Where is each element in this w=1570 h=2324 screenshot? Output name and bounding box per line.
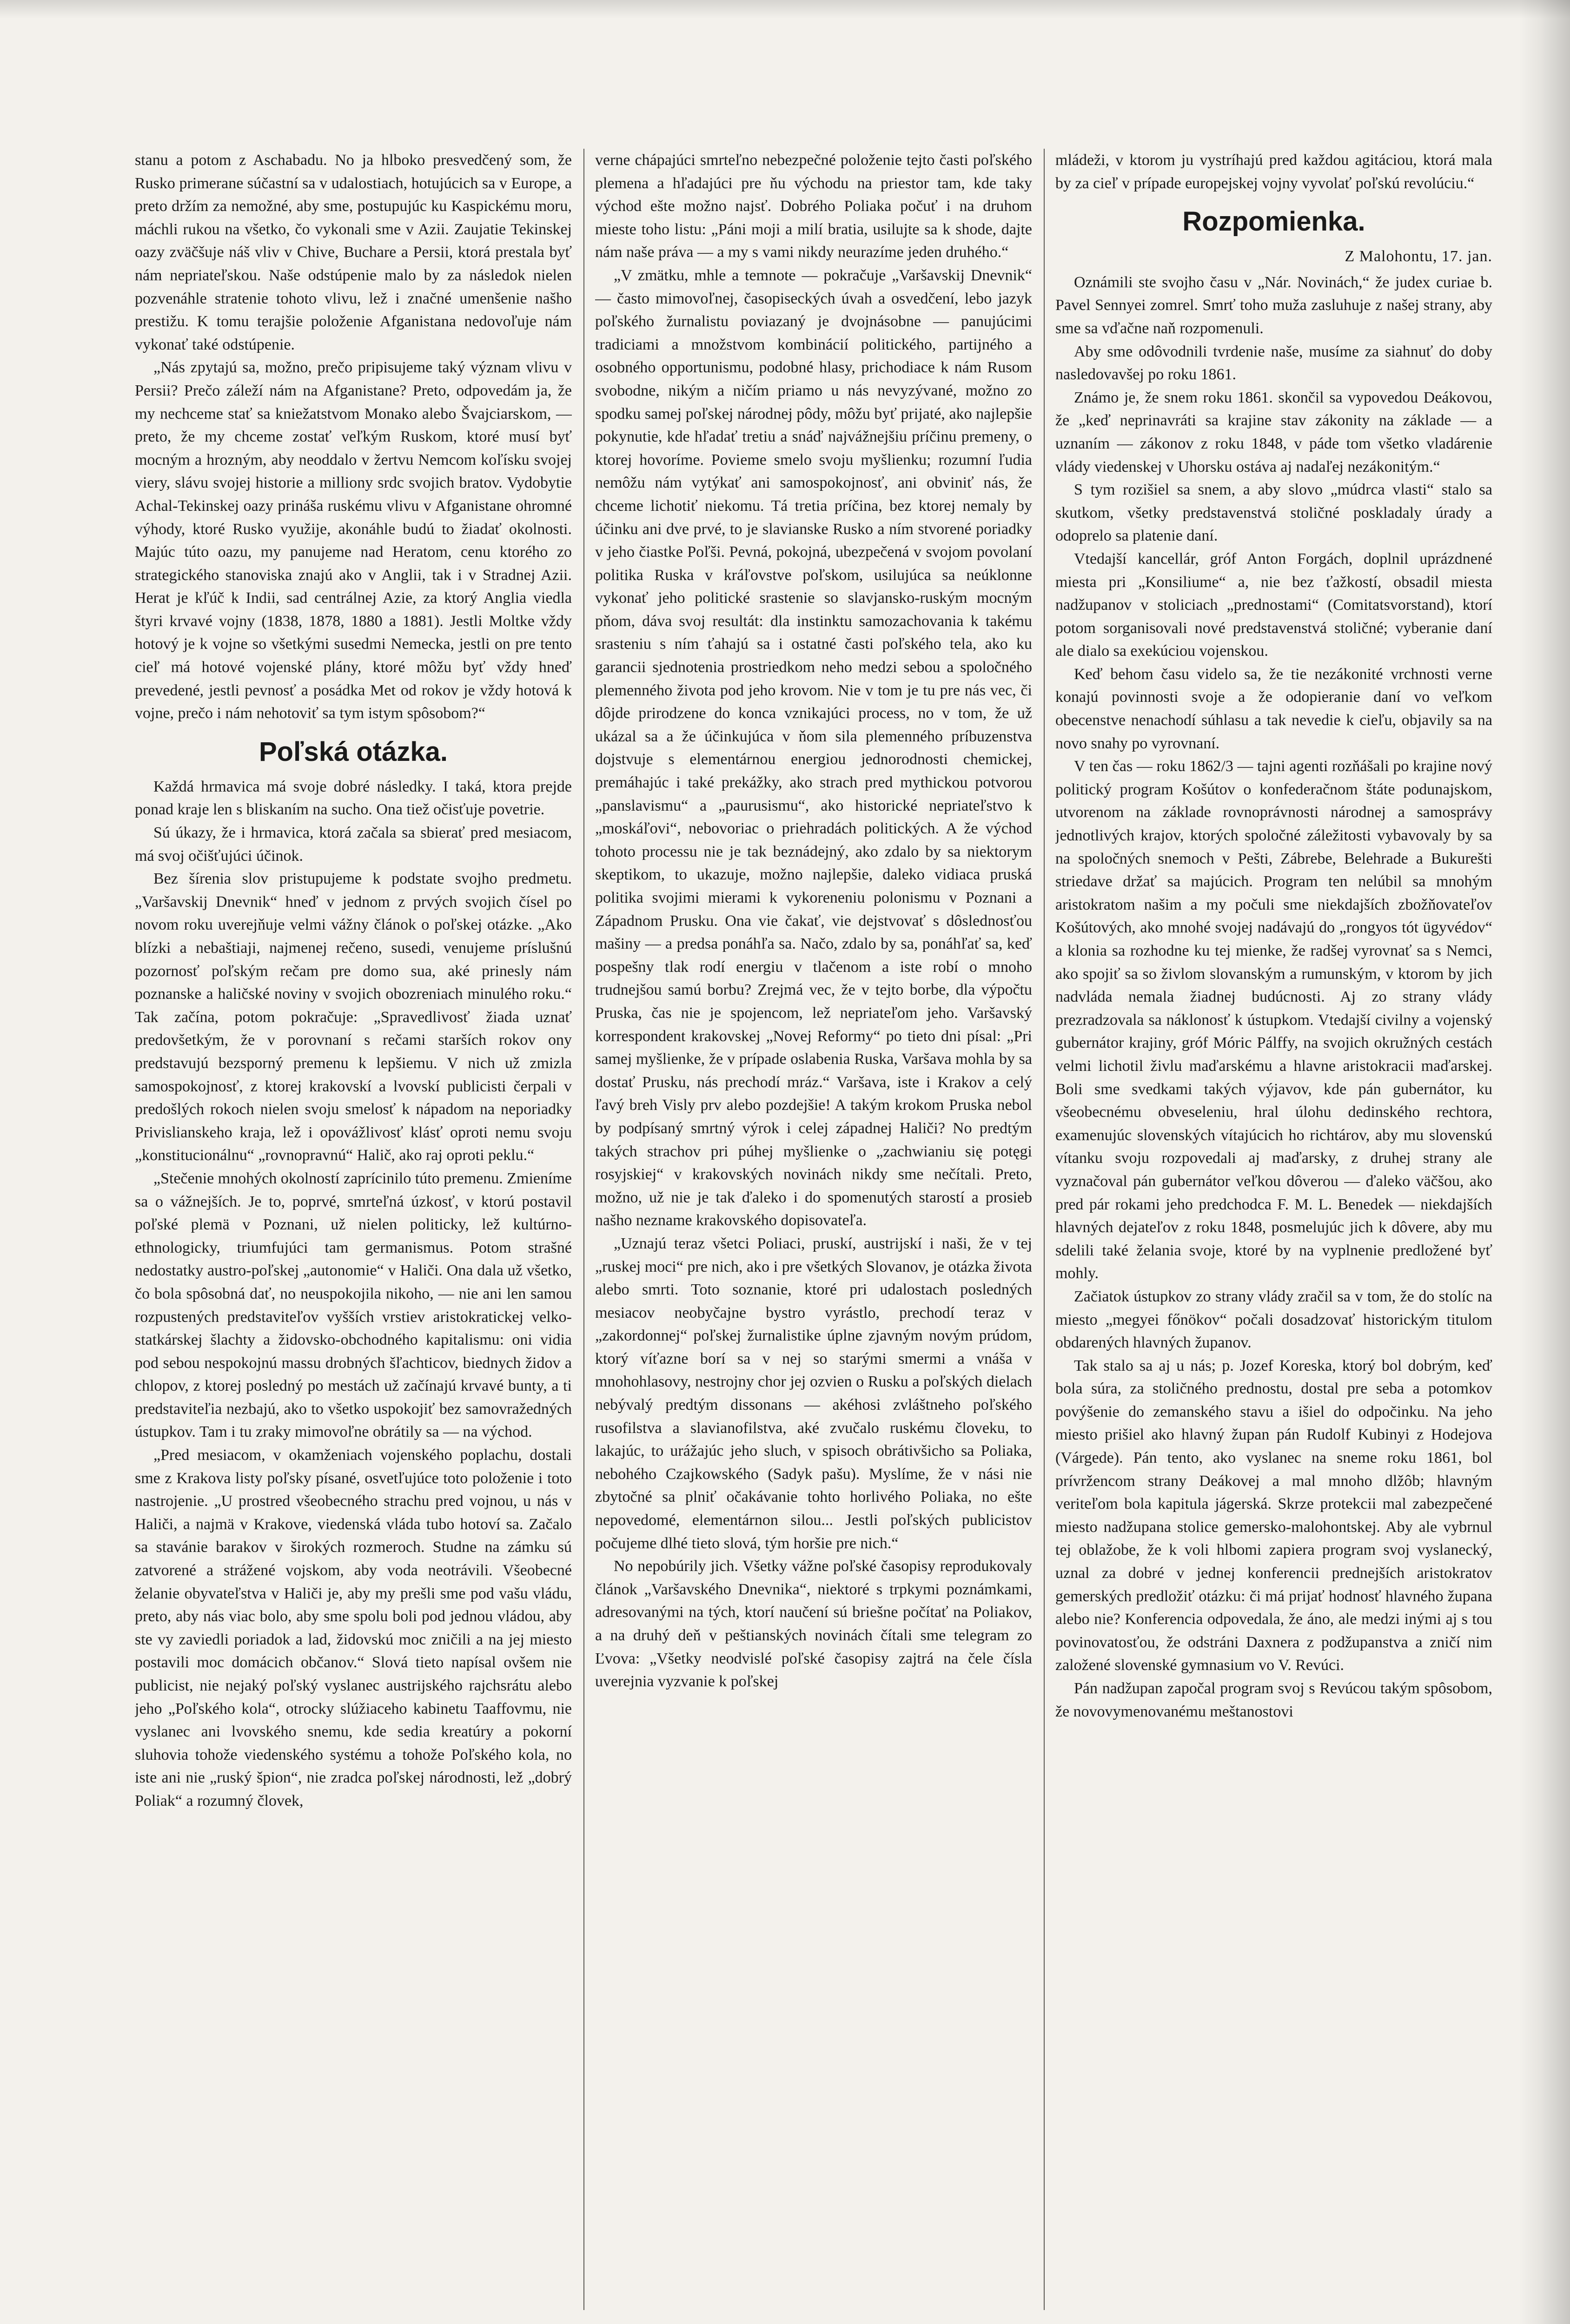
paragraph: „Uznajú teraz všetci Poliaci, pruskí, austrijskí i naši, že v tej „ruskej moci“ pre nich, ako i pre všetkých Slovanov, je otázka života alebo smrti. Toto soznanie, ktoré pri udalostach posledných mesiacov neobyčajne bystro vyrástlo, prechodí teraz v „zakordonnej“ poľskej žurnalistike úplne zjavným novým prúdom, ktorý víťazne borí sa v nej so starými smermi a vnáša v mnohohlasovy, nestrojny chor jej ozvien o Rusku a poľských dielach nebývalý predtým dissonans — akéhosi zvláštneho poľského rusofilstva a slavianofilstva, aké zvučalo ruskému človeku, to lakajúc, to urážajúc jeho sluch, v spisoch obrátivšicho sa Poliaka, nebohého Czajkowského (Sadyk pašu). Myslíme, že v nási nie zbytočné sa plniť očakávanie tohto horlivého Poliaka, no ešte nepovedomé, elementárnon silou... Jestli poľských publicistov počujeme dlhé tieto slová, tým horšie pre nich.“ <box>595 1235 1032 1552</box>
paragraph: stanu a potom z Aschabadu. No ja hlboko presvedčený som, že Rusko primerane súčastní sa v udalostiach, hotujúcich sa v Europe, a preto držím za nemožné, aby sme, postupujúc ku Kaspickému moru, máchli rukou na všetko, čo vykonali sme v Azii. Zaujatie Tekinskej oazy zväčšuje náš vliv v Chive, Buchare a Persii, ktorá prestala byť nám nepriateľskou. Naše odstúpenie malo by za následok nielen pozvenáhle stratenie tohoto vlivu, lež i značné umenšenie našho prestižu. K tomu terajšie položenie Afganistana nedovoľuje nám vykonať také odstúpenie. <box>135 152 572 353</box>
article-heading-remembrance: Rozpomienka. <box>1182 206 1365 237</box>
paragraph: Každá hrmavica má svoje dobré následky. I taká, ktora prejde ponad kraje len s bliskaním na sucho. Ona tiež očisťuje povetrie. <box>135 778 572 819</box>
column-3 <box>1055 149 1492 2310</box>
page-top-shadow <box>0 0 1570 19</box>
column-2 <box>595 149 1032 2310</box>
column-rule-2 <box>1044 149 1045 2310</box>
paragraph: „Nás zpytajú sa, možno, prečo pripisujeme taký význam vlivu v Persii? Prečo záleží nám na Afganistane? Preto, odpovedám ja, že my nechceme stať sa kniežatstvom Monako alebo Švajciarskom, — preto, že my chceme zostať veľkým Ruskom, ktoré musí byť mocným a hrozným, aby neoddalo v žertvu Nemcom koľísku svojej viery, slávu svojej historie a milliony srdc svojich bratov. Vydobytie Achal-Tekinskej oazy prináša ruskému vlivu v Afganistane ohromné výhody, ktoré Rusko využije, akonáhle budú to žiadať okolnosti. Majúc túto oazu, my panujeme nad Heratom, cenu ktorého zo strategického stanoviska znajú ako v Anglii, tak i v Stradnej Azii. Herat je kľúč k Indii, sad centrálnej Azie, za ktorý Anglia viedla štyri krvavé vojny (1838, 1878, 1880 a 1881). Jestli Moltke vždy hotový je k vojne so všetkými susedmi Nemecka, jestli on pre tento cieľ má hotové vojenské plány, ktoré môžu byť vždy hneď prevedené, jestli pevnosť a posádka Met od rokov je vždy hotová k vojne, prečo i nám nehotoviť sa tym istym spôsobom?“ <box>135 359 572 722</box>
paragraph: Začiatok ústupkov zo strany vlády zračil sa v tom, že do stolíc na miesto „megyei főnökov“ počali dosadzovať historickým titulom obdarených hlavných županov. <box>1055 1287 1492 1352</box>
paragraph: Známo je, že snem roku 1861. skončil sa vypovedou Deákovou, že „keď neprinavráti sa krajine stav zákonity na základe — a uznaním — zákonov z roku 1848, v páde tom všetko vladárenie vlády viedenskej v Uhorsku ostáva aj nadaľej nezákonitým.“ <box>1055 389 1492 475</box>
article-heading-polish-question: Poľská otázka. <box>259 736 448 767</box>
column-rule-1 <box>583 149 584 2310</box>
paragraph: Bez šírenia slov pristupujeme k podstate svojho predmetu. „Varšavskij Dnevnik“ hneď v jednom z prvých svojich čísel po novom roku uverejňuje velmi vážny článok o poľskej otázke. „Ako blízki a nebaštiaji, najmenej rečeno, susedi, venujeme príslušnú pozornosť poľským rečam pre domo sua, aké prinesly nám poznanske a haličské noviny v svojich obozreniach minulého roku.“ Tak začína, potom pokračuje: „Spravedlivosť žiada uznať predovšetkým, že v porovnaní s rečami starších rokov ony predstavujú bezsporný premenu k lepšiemu. V nich už zmizla samospokojnosť, z ktorej krakovskí a lvovskí publicisti čerpali v predošlých rokoch nielen svoju smelosť k nápadom na neporiadky Privislianskeho kraja, lež i opovážlivosť klásť oproti nemu svoju „konstitucionálnu“ „rovnopravnú“ Halič, ako raj oproti peklu.“ <box>135 870 572 1164</box>
paragraph: „Pred mesiacom, v okamženiach vojenského poplachu, dostali sme z Krakova listy poľsky písané, osvetľujúce toto položenie i toto nastrojenie. „U prostred všeobecného strachu pred vojnou, u nás v Haliči, a najmä v Krakove, viedenská vláda tubo hotoví sa. Začalo sa stavánie barakov v širokých rozmeroch. Studne na zámku sú zatvorené a strážené vojskom, aby voda neotrávili. Všeobecné želanie obyvateľstva v Haliči je, aby my prešli sme pod vašu vládu, preto, aby nás viac bolo, aby sme spolu boli pod jednou vládou, aby ste vy zaviedli poriadok a lad, židovskú moc zničili a na jej miesto postavili moc domácich občanov.“ Slová tieto napísal ovšem nie publicist, nie nejaký poľský vyslanec austrijského rajchsrátu alebo jeho „Poľského kola“, otrocky slúžiaceho kabinetu Taaffovmu, nie vyslanec ani lvovského snemu, kde sedia kreatúry a pokorní sluhovia tohože viedenského systému a tohože Poľského kola, no iste ani nie „ruský špion“, nie zradca poľskej národnosti, lež „dobrý Poliak“ a rozumný človek, <box>135 1446 572 1809</box>
column-1 <box>135 149 572 2310</box>
page-spine-shadow <box>1519 0 1570 2324</box>
dateline-text: Z Malohontu, 17. jan. <box>1345 248 1492 265</box>
paragraph: S tym rozišiel sa snem, a aby slovo „múdrca vlasti“ stalo sa skutkom, všetky predstavenstvá stoličné poskladaly úrady a odoprelo sa platenie daní. <box>1055 481 1492 545</box>
paragraph: Keď behom času videlo sa, že tie nezákonité vrchnosti verne konajú povinnosti svoje a že odopieranie daní vo veľkom obecenstve nenachodí súhlasu a tak nevedie k cieľu, objavily sa na novo snahy po vyrovnaní. <box>1055 665 1492 752</box>
dateline <box>1055 245 1492 268</box>
paragraph: Vtedajší kancellár, gróf Anton Forgách, doplnil uprázdnené miesta pri „Konsiliume“ a, nie bez ťažkostí, obsadil miesta nadžupanov v stoliciach „prednostami“ (Comitatsvorstand), ktorí potom sorganisovali nové predstavenstvá stoličné; vyberanie daní ale dialo sa exekúciou vojenskou. <box>1055 550 1492 660</box>
paragraph: V ten čas — roku 1862/3 — tajni agenti rozňášali po krajine nový politický program Košútov o konfederačnom štáte podunajskom, utvorenom na základe rovnoprávnosti národnej a samosprávy jednotlivých krajov, ktorých spoločné záležitosti vybavovaly by sa na spoločných snemoch v Pešti, Zábrebe, Belehrade a Bukurešti striedave držať sa majúcich. Program ten nelúbil sa mnohým aristokratom našim a my počuli sme niekdajších zbožňovateľov Košútových, ako mnohé svojej nadávajú do „rongyos tót ügyvédov“ a klonia sa rozhodne ku tej mienke, že radšej vyrovnať sa s Nemci, ako spojiť sa so živlom slovanským a rumunským, v ktorom by jich nadvláda nemala žiadnej budúcnosti. Aj zo strany vlády prezradzovala sa náklonosť k ústupkom. Vtedajší civilny a vojenský gubernátor krajiny, gróf Móric Pálffy, na svojich okružných cestách velmi lichotil živlu maďarskému a hlavne aristokracii maďarskej. Boli sme svedkami takých výjavov, kde pán gubernátor, ku všeobecnému obveseleniu, hral úlohu dedinského rechtora, examenujúc slovenských vítajúcich ho richtárov, aby mu slovenskú vítanku svoju rozpovedali aj maďarsky, z druhej strany ale vyznačoval pán gubernátor veľkou dôverou — ďaleko väčšou, ako pred pár rokami jeho predchodca F. M. L. Benedek — niekdajších hlavných dejateľov z roku 1848, posmelujúc jich k dôvere, aby mu sdelili také želania svoje, ktoré by na vyplnenie predložené byť mohly. <box>1055 758 1492 1282</box>
paragraph: No nepobúrily jich. Všetky vážne poľské časopisy reprodukovaly článok „Varšavského Dnevnika“, niektoré s trpkymi poznámkami, adresovanými na tých, ktorí naučení sú briešne počítať na Poliakov, a na druhý deň v peštianských novinách čítali sme telegram zo Ľvova: „Všetky neodvislé poľské časopisy zajtrá na čele čísla uverejnia vyzvanie k poľskej <box>595 1558 1032 1690</box>
paragraph: „Stečenie mnohých okolností zaprícinilo túto premenu. Zmieníme sa o vážnejších. Je to, poprvé, smrteľná úzkosť, v ktorú postavil poľské plemä v Poznani, už nielen politicky, lež kultúrno-ethnologicky, triumfujúci tam germanismus. Potom strašné nedostatky austro-poľskej „autonomie“ v Haliči. Ona dala už všetko, čo bola spôsobná dať, no neuspokojila nikoho, — nie ani len samou rozpustených predstaviteľov vyšších vrstiev aristokratickej velko-statkárskej šlachty a židovsko-obchodného kapitalismu: oni vidia pod sebou nespokojnú massu drobných šľachticov, biednych židov a chlopov, z ktorej posledný po mestách už začínajú krvavé bunty, a ti predstaviteľia nezbajú, ako to všetko uspokojiť bez samovražedných ústupkov. Tam i tu zraky mimovoľne obrátily sa — na východ. <box>135 1169 572 1441</box>
paragraph: verne chápajúci smrteľno nebezpečné položenie tejto časti poľského plemena a hľadajúci pre ňu východu na priestor tam, kde taky východ ešte možno najsť. Dobrého Poliaka počuť i na druhom mieste toho listu: „Páni moji a milí bratia, usilujte sa k shode, dajte nám naše práva — a my s vami nikdy neurazíme jeden druhého.“ <box>595 152 1032 261</box>
paragraph: Sú úkazy, že i hrmavica, ktorá začala sa sbierať pred mesiacom, má svoj očišťujúci účinok. <box>135 824 572 865</box>
paragraph: „V zmätku, mhle a temnote — pokračuje „Varšavskij Dnevnik“ — často mimovoľnej, časopiseckých úvah a osvedčení, lebo jazyk poľského žurnalistu poviazaný je dvojnásobne — panujúcimi tradiciami a množstvom kombinácií politického, partijného a osobného opportunismu, podobné hlasy, prichodiace k nám Rusom svobodne, nikým a ničím priamo u nás nevyzývané, možno zo spodku samej poľskej národnej pôdy, môžu byť prijaté, ako najlepšie pokynutie, kde hľadať tretiu a snáď najvážnejšiu príčinu premeny, o ktorej hovoríme. Povieme smelo svoju myšlienku; rozumní ľudia nemôžu nám vytýkať ani samospokojnosť, ani obviniť nás, že chceme lichotiť niekomu. Tá tretia príčina, bez ktorej nemaly by účinku ani dve prvé, to je slavianske Rusko a ním stvorené poriadky v jeho čiastke Poľši. Pevná, pokojná, ubezpečená v svojom povolaní politika Ruska v kráľovstve poľskom, usilujúca sa neúklonne vykonať jeho politické srastenie so slavjansko-ruským mocným pňom, dáva svoj resultát: dla instinktu samozachovania k takému srasteniu s ním ťahajú sa i ostatné časti poľského tela, ako ku garancii sjednotenia prostriedkom neho medzi sebou a spoločného plemenného života pod jeho krovom. Nie v tom je tu pre nás vec, či dôjde prirodzene do konca vznikajúci process, no v tom, že už ukázal sa a že účinkujúca v ňom sila plemenného príbuzenstva dojstvuje s elementárnou energiou jednorodnosti chemickej, premáhajúc i také prekážky, ako strach pred mythickou potvorou „panslavismu“ a „paurusismu“, ako historické nepriateľstvo k „moskáľovi“, nebovoriac o priehradách politických. A že východ tohoto processu nie je tak beznádejný, ako zdalo by sa niektorym skeptikom, to ukazuje, možno najlepšie, daleko vidiaca pruská politika svojimi mierami k vykoreneniu polonismu v Poznani a Západnom Prusku. Ona vie čakať, vie dejstvovať s dôslednosťou mašiny — a predsa ponáhľa sa. Načo, zdalo by sa, ponáhľať sa, keď pospešny tlak rodí energiu v tlačenom a iste robí o mnoho trudnejšou samú borbu? Zrejmá vec, že v tejto borbe, dla výpočtu Pruska, čas nie je spojencom, lež nepriateľom jeho. Varšavský korrespondent krakovskej „Novej Reformy“ po tieto dni písal: „Pri samej myšlienke, že v prípade oslabenia Ruska, Varšava mohla by sa dostať Prusku, nás prechodí mráz.“ Varšava, iste i Krakov a celý ľavý breh Visly prv alebo pozdejšie! A takým krokom Pruska nebol by podpísaný smrtný výrok i celej západnej Haliči? No predtým takých strachov pri púhej myšlienke o „zachwianiu się potęgi rosyjskiej“ v krakovských novinách nikdy sme nečítali. Preto, možno, už nie je tak ďaleko i do spomenutých starostí a prosieb našho nezname krakovského dopisovateľa. <box>595 266 1032 1229</box>
paragraph: Tak stalo sa aj u nás; p. Jozef Koreska, ktorý bol dobrým, keď bola súra, za stoličného prednostu, dostal pre seba a potomkov povýšenie do zemanského stavu a išiel do odpočinku. Na jeho miesto prišiel ako hlavný župan pán Rudolf Kubinyi z Hodejova (Várgede). Pán tento, ako vyslanec na sneme roku 1861, bol prívržencom strany Deákovej a mal mnoho dlžôb; hlavným veriteľom bola kapitula jágerská. Skrze protekcii mal zabezpečené miesto nadžupana stolice gemersko-malohontskej. Aby ale vybrnul tej oblažobe, že k voli hlbomi zapiera program svoj vyslanecký, uznal za dobré v jednej konferencii prednejších aristokratov gemerských predložiť otázku: či má prijať hodnosť hlavného župana alebo nie? Konferencia odpovedala, že áno, ale medzi inými aj s tou povinovatosťou, že odstráni Daxnera z podžupanstva a zničí nim založené slovenské gymnasium vo V. Revúci. <box>1055 1357 1492 1674</box>
paragraph: Aby sme odôvodnili tvrdenie naše, musíme za siahnuť do doby nasledovavšej po roku 1861. <box>1055 343 1492 383</box>
paragraph: Pán nadžupan započal program svoj s Revúcou takým spôsobom, že novovymenovanému meštanostovi <box>1055 1680 1492 1720</box>
paragraph: mládeži, v ktorom ju vystríhajú pred každou agitáciou, ktorá mala by za cieľ v prípade europejskej vojny vyvolať poľskú revolúciu.“ <box>1055 152 1492 192</box>
paragraph: Oznámili ste svojho času v „Nár. Novinách,“ že judex curiae b. Pavel Sennyei zomrel. Smrť toho muža zasluhuje z našej strany, aby sme sa vďačne naň rozpomenuli. <box>1055 273 1492 337</box>
text-columns <box>135 149 1497 2310</box>
